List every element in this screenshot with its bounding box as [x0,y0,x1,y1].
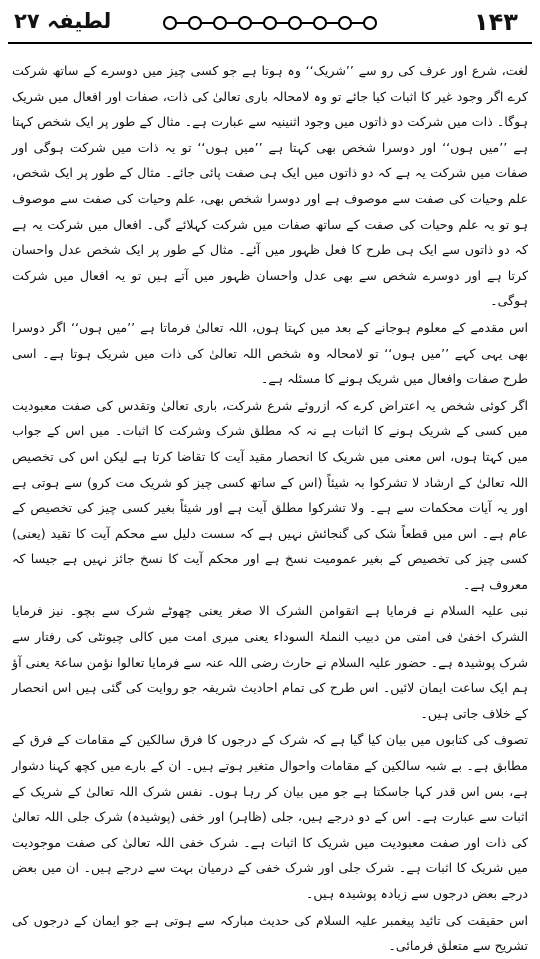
decorative-chain-ornament [160,13,380,33]
page-header [0,0,540,44]
running-title: لطیفہ ۲۷ [14,9,112,33]
paragraph: تصوف کی کتابوں میں بیان کیا گیا ہے کہ شرک کے درجوں کا فرق سالکین کے مقامات کے فرق کے مطابق ہے۔ بے شبہ سالکین کے مقامات واحوال متغیر ہوتے ہیں۔ ان کے بارے میں کچھ کہنا دشوار ہے، بس اس قدر کہا جاسکتا ہے جو میں بیان کر رہا ہوں۔ نفس شرک اللہ تعالیٰ کے شریک کے اثبات سے عبارت ہے۔ اس کے دو درجے ہیں، جلی (ظاہر) اور خفی (پوشیدہ) شرک جلی اللہ تعالیٰ کی ذات اور صفت معبودیت میں شریک کا اثبات ہے۔ شرک خفی اللہ تعالیٰ کی صفت موجودیت میں شریک کا اثبات ہے۔ شرک جلی اور شرک خفی کے درمیان بہت سے درجے ہیں۔ ان میں بعض درجے بعض درجوں سے زیادہ پوشیدہ ہیں۔ [12,732,528,901]
paragraph: اس حقیقت کی تائید پیغمبر علیہ السلام کی حدیث مبارکہ سے ہوتی ہے جو ایمان کے درجوں کی تشریح سے متعلق فرمائی۔ [12,912,528,954]
page-number: ۱۴۳ [474,8,518,36]
paragraph: اس مقدمے کے معلوم ہوجانے کے بعد میں کہتا ہوں، اللہ تعالیٰ فرماتا ہے ’’میں ہوں‘‘ اگر دوسرا بھی یہی کہے ’’میں ہوں‘‘ تو لامحالہ وہ شخص اللہ تعالیٰ کی ذات میں شریک ہوتا ہے۔ اسی طرح صفات وافعال میں شریک ہونے کا مسئلہ ہے۔ [12,319,528,387]
paragraph: لغت، شرع اور عرف کی رو سے ’’شریک‘‘ وہ ہوتا ہے جو کسی چیز میں دوسرے کے ساتھ شرکت کرے اگر وجود غیر کا اثبات کیا جائے تو وہ لامحالہ باری تعالیٰ کی ذات، صفات اور افعال میں شریک ہوگا۔ ذات میں شرکت دو ذاتوں میں وجود اثنینیہ سے عبارت ہے۔ مثال کے طور پر ایک شخص کہتا ہے ’’میں ہوں‘‘ اور دوسرا شخص بھی کہتا ہے ’’میں ہوں‘‘ تو یہ ذات میں شرکت ہوگی اور صفات میں شرکت یہ ہے کہ دو ذاتوں میں ایک ہی صفت پائی جائے۔ مثال کے طور پر ایک شخص، علم وحیات کی صفت سے موصوف ہے اور دوسرا شخص بھی، علم وحیات کی صفت سے موصوف ہو تو یہ علم وحیات کی صفت کے ساتھ صفات میں شرکت کہلائے گی۔ افعال میں شرکت یہ ہے کہ دو ذاتوں سے ایک ہی طرح کا فعل ظہور میں آئے۔ مثال کے طور پر ایک شخص عدل واحسان کرتا ہے اور دوسرے شخص سے بھی عدل واحسان ظہور میں آتے ہیں تو یہ افعال میں شرکت ہوگی۔ [12,63,528,309]
header-rule [8,42,532,44]
paragraph: اگر کوئی شخص یہ اعتراض کرے کہ ازروئے شرع شرکت، باری تعالیٰ وتقدس کی صفت معبودیت میں کسی کے شریک ہونے کا اثبات ہے نہ کہ مطلق شرک وشرکت کا اثبات۔ میں اس کے جواب میں کہتا ہوں، اس معنی میں شریک کا انحصار مقید آیت کا تقاضا کرتا ہے لیکن اس کی تخصیص اللہ تعالیٰ کے ارشاد لا تشرکوا بہ شیئاً (اس کے ساتھ کسی چیز کو شریک مت کرو) سے ہوتی ہے اور یہ آیات محکمات سے ہے۔ ولا تشرکوا مطلق آیت ہے اور شیئاً بغیر کسی چیز کی تخصیص کے عام ہے۔ اس میں قطعاً شک کی گنجائش نہیں ہے کہ سست دلیل سے محکم آیت کا تقید (یعنی) کسی چیز کی تخصیص کے بغیر عمومیت نسخ ہے اور محکم آیت کا نسخ جائز نہیں ہے جیسا کہ معروف ہے۔ [12,397,528,592]
paragraph: نبی علیہ السلام نے فرمایا ہے اتقوامن الشرک الا صغر یعنی چھوٹے شرک سے بچو۔ نیز فرمایا الشرک اخفیٰ فی امتی من دبیب النملۃ السوداء یعنی میری امت میں کالی چیونٹی کی رفتار سے شرک پوشیدہ ہے۔ حضور علیہ السلام نے حارث رضی اللہ عنہ سے فرمایا تعالوا نؤمن ساعۃ یعنی آؤ ہم ایک ساعت ایمان لائیں۔ اس طرح کی تمام احادیث شریفہ جو روایت کی گئی ہیں اس انحصار کے خلاف جاتی ہیں۔ [12,603,528,721]
body-text [12,58,528,954]
